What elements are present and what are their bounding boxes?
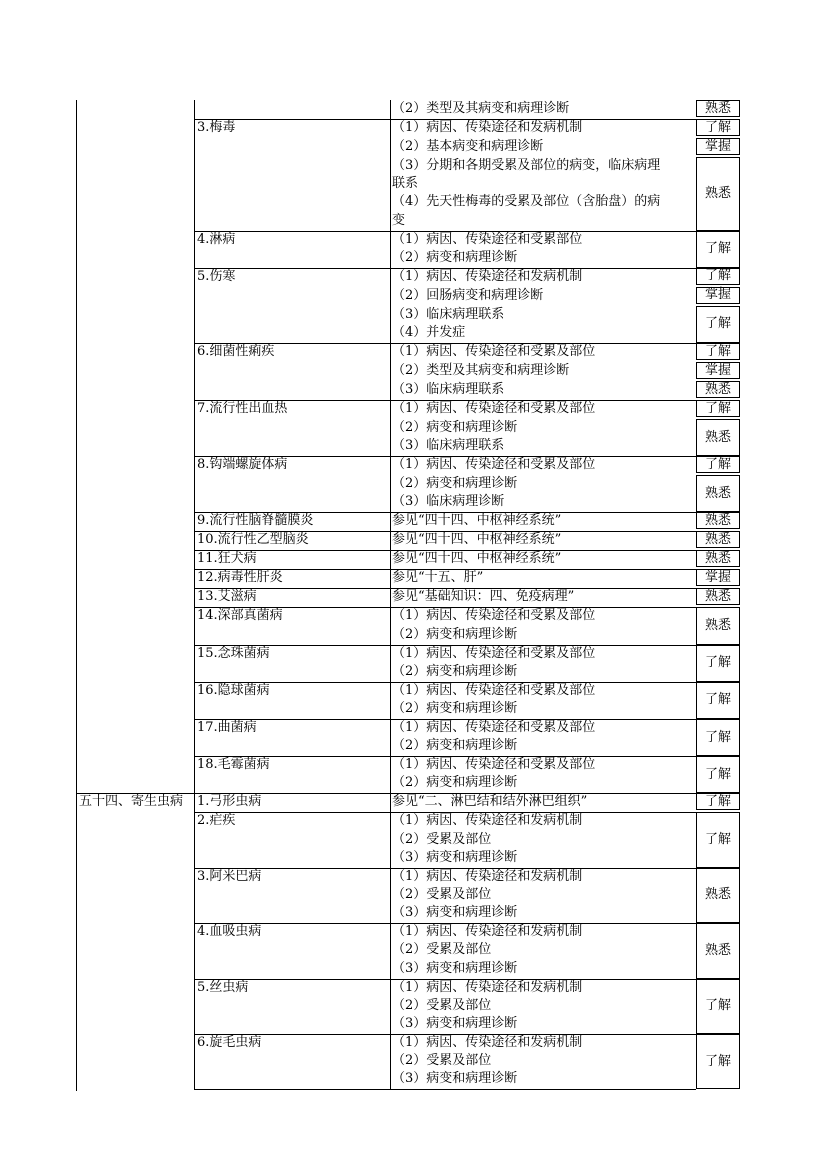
mastery-level-badge: 熟悉: [696, 531, 740, 548]
topic-name: 2.疟疾: [197, 813, 236, 829]
knowledge-point-text: （2）基本病变和病理诊断: [392, 139, 544, 154]
knowledge-point-text: （3）临床病理联系: [392, 306, 505, 322]
knowledge-point-text: （1）病因、传染途径和发病机制: [392, 924, 583, 940]
topic-name: 15.念珠菌病: [197, 645, 270, 661]
knowledge-point-text: （1）病因、传染途径和受累及部位: [392, 645, 596, 661]
mastery-level-badge: 了解: [696, 306, 740, 343]
knowledge-point-text: （2）病变和病理诊断: [392, 420, 518, 435]
mastery-level-badge: 了解: [696, 682, 740, 719]
mastery-level-badge: 了解: [696, 719, 740, 756]
topic-name: 14.深部真菌病: [197, 608, 283, 624]
mastery-level-badge: 了解: [696, 756, 740, 793]
mastery-level-badge: 了解: [696, 793, 740, 810]
mastery-level-badge: 了解: [696, 456, 740, 473]
mastery-level-badge: 了解: [696, 119, 740, 136]
mastery-level-badge: 掌握: [696, 569, 740, 586]
knowledge-point-text: （2）受累及部位: [392, 997, 492, 1013]
topic-name: 16.隐球菌病: [197, 682, 270, 698]
knowledge-point-text: （1）病因、传染途径和发病机制: [392, 268, 583, 284]
topic-name: 3.梅毒: [197, 120, 236, 135]
topic-name: 4.淋病: [197, 231, 236, 247]
knowledge-point-text: （3）病变和病理诊断: [392, 905, 518, 921]
knowledge-point-text: （2）类型及其病变和病理诊断: [392, 101, 570, 116]
knowledge-point-text: （3）病变和病理诊断: [392, 849, 518, 865]
mastery-level-badge: 了解: [696, 812, 740, 867]
knowledge-point-text: 参见“基础知识：四、免疫病理”: [392, 589, 575, 605]
knowledge-point-text: （2）病变和病理诊断: [392, 775, 518, 791]
mastery-level-badge: 熟悉: [696, 868, 740, 923]
knowledge-point-text: （1）病因、传染途径和受累及部位: [392, 457, 596, 473]
column-rule-topic: [194, 100, 195, 1090]
knowledge-point-text: 参见“四十四、中枢神经系统”: [392, 551, 562, 567]
knowledge-point-text: （1）病因、传染途径和发病机制: [392, 120, 583, 135]
topic-name: 10.流行性乙型脑炎: [197, 532, 309, 548]
mastery-level-badge: 掌握: [696, 287, 740, 304]
knowledge-point-text: （1）病因、传染途径和发病机制: [392, 1035, 583, 1050]
knowledge-point-text: （2）病变和病理诊断: [392, 701, 518, 716]
topic-name: 5.丝虫病: [197, 979, 249, 995]
knowledge-point-text: （3）分期和各期受累及部位的病变，临床病理: [392, 158, 661, 173]
knowledge-point-text: （2）病变和病理诊断: [392, 476, 518, 492]
knowledge-point-text: 参见“四十四、中枢神经系统”: [392, 532, 562, 548]
topic-name: 6.旋毛虫病: [197, 1035, 262, 1050]
knowledge-point-text: （2）病变和病理诊断: [392, 738, 518, 754]
knowledge-point-text: （4）并发症: [392, 325, 466, 340]
knowledge-point-text: 参见“十五、肝”: [392, 570, 484, 586]
knowledge-point-text: （1）病因、传染途径和发病机制: [392, 813, 583, 829]
topic-name: 12.病毒性肝炎: [197, 570, 283, 586]
topic-name: 13.艾滋病: [197, 589, 257, 605]
mastery-level-badge: 熟悉: [696, 607, 740, 644]
knowledge-point-text: （1）病因、传染途径和受累部位: [392, 231, 583, 247]
mastery-level-badge: 了解: [696, 400, 740, 417]
topic-name: 9.流行性脑脊髓膜炎: [197, 513, 314, 529]
knowledge-point-text: （2）受累及部位: [392, 887, 492, 902]
mastery-level-badge: 了解: [696, 343, 740, 360]
mastery-level-badge: 了解: [696, 979, 740, 1034]
topic-name: 11.狂犬病: [197, 551, 257, 567]
knowledge-point-text: （3）病变和病理诊断: [392, 1016, 518, 1031]
knowledge-point-text: （2）病变和病理诊断: [392, 249, 518, 265]
knowledge-point-text: （3）临床病理联系: [392, 382, 505, 397]
mastery-level-badge: 熟悉: [696, 475, 740, 512]
knowledge-point-text: （1）病因、传染途径和发病机制: [392, 979, 583, 995]
column-rule-points: [390, 100, 391, 1090]
mastery-level-badge: 熟悉: [696, 419, 740, 456]
mastery-level-badge: 熟悉: [696, 381, 740, 398]
knowledge-point-text: （1）病因、传染途径和受累及部位: [392, 682, 596, 698]
topic-name: 4.血吸虫病: [197, 924, 262, 940]
topic-name: 8.钩端螺旋体病: [197, 457, 288, 473]
knowledge-point-text: （1）病因、传染途径和受累及部位: [392, 608, 596, 624]
topic-name: 7.流行性出血热: [197, 401, 288, 416]
topic-separator-line: [194, 1089, 696, 1090]
knowledge-point-text: （3）临床病理联系: [392, 438, 505, 454]
mastery-level-badge: 了解: [696, 645, 740, 682]
knowledge-point-text: （3）临床病理诊断: [392, 494, 505, 510]
knowledge-point-text: 变: [392, 212, 406, 228]
mastery-level-badge: 熟悉: [696, 100, 740, 117]
knowledge-point-text: （1）病因、传染途径和受累及部位: [392, 344, 596, 359]
mastery-level-badge: 熟悉: [696, 588, 740, 605]
mastery-level-badge: 了解: [696, 268, 740, 285]
knowledge-point-text: （1）病因、传染途径和受累及部位: [392, 720, 596, 735]
mastery-level-badge: 了解: [696, 1034, 740, 1089]
mastery-level-badge: 掌握: [696, 362, 740, 379]
knowledge-point-text: （1）病因、传染途径和受累及部位: [392, 401, 596, 416]
knowledge-point-text: （2）病变和病理诊断: [392, 626, 518, 642]
knowledge-point-text: 参见“四十四、中枢神经系统”: [392, 513, 562, 529]
mastery-level-badge: 熟悉: [696, 550, 740, 567]
knowledge-point-text: （2）受累及部位: [392, 942, 492, 958]
topic-name: 6.细菌性痢疾: [197, 344, 275, 359]
topic-name: 3.阿米巴病: [197, 868, 262, 884]
knowledge-point-text: （2）受累及部位: [392, 1053, 492, 1069]
mastery-level-badge: 熟悉: [696, 512, 740, 529]
knowledge-point-text: （1）病因、传染途径和发病机制: [392, 868, 583, 884]
knowledge-point-text: （4）先天性梅毒的受累及部位（含胎盘）的病: [392, 194, 661, 210]
knowledge-point-text: 参见“二、淋巴结和结外淋巴组织”: [392, 794, 588, 810]
knowledge-point-text: （3）病变和病理诊断: [392, 1071, 518, 1087]
topic-name: 18.毛霉菌病: [197, 757, 270, 773]
section-title: 五十四、寄生虫病: [79, 794, 184, 810]
knowledge-point-text: （2）病变和病理诊断: [392, 663, 518, 679]
topic-name: 5.伤寒: [197, 268, 236, 284]
topic-name: 17.曲菌病: [197, 720, 257, 735]
knowledge-point-text: （2）回肠病变和病理诊断: [392, 287, 544, 303]
mastery-level-badge: 掌握: [696, 138, 740, 155]
mastery-level-badge: 熟悉: [696, 157, 740, 231]
topic-name: 1.弓形虫病: [197, 794, 262, 810]
knowledge-point-text: （2）类型及其病变和病理诊断: [392, 363, 570, 378]
column-rule-left: [76, 100, 77, 1091]
knowledge-point-text: （1）病因、传染途径和受累及部位: [392, 757, 596, 773]
knowledge-point-text: （3）病变和病理诊断: [392, 960, 518, 976]
mastery-level-badge: 熟悉: [696, 923, 740, 978]
knowledge-point-text: （2）受累及部位: [392, 831, 492, 847]
mastery-level-badge: 了解: [696, 231, 740, 268]
knowledge-point-text: 联系: [392, 176, 419, 192]
